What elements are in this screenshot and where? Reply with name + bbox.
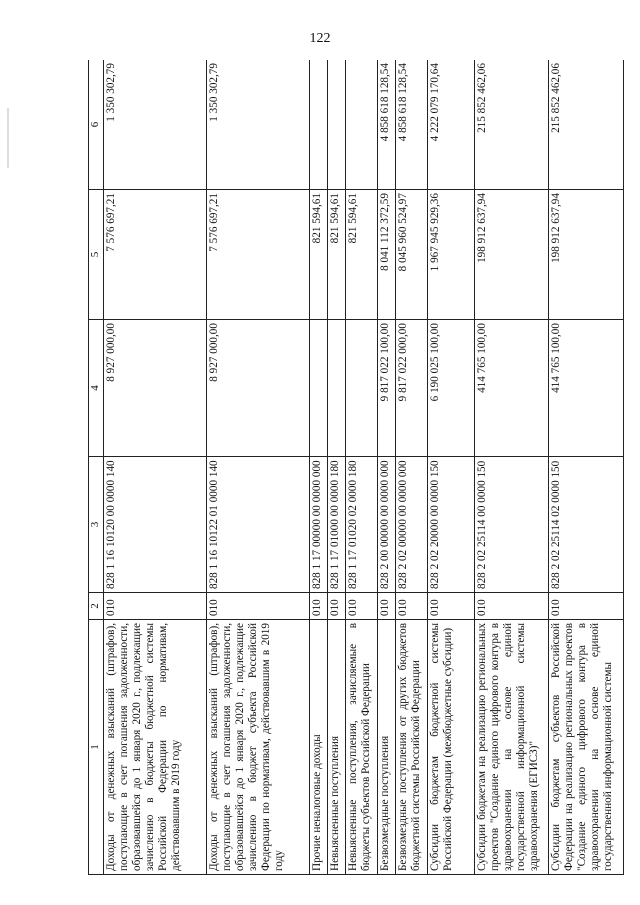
row-executed-cell: 821 594,61 [327,190,345,320]
row-unexecuted-cell: 1 350 302,79 [104,60,207,190]
row-executed-cell: 8 041 112 372,59 [378,190,396,320]
header-col-3: 3 [89,457,104,593]
row-budget-code-cell: 828 2 02 20000 00 0000 150 [427,457,474,593]
row-line-code-cell: 010 [345,593,378,620]
row-line-code-cell: 010 [474,593,549,620]
row-unexecuted-cell: 4 858 618 128,54 [395,60,427,190]
table-row [549,60,624,875]
row-name-cell: Субсидии бюджетам на реализацию региональных проектов "Создание единого цифрового контура в здравоохранении на основе единой государственной информационной системы здравоохранения (ЕГИСЗ)" [474,620,549,875]
row-executed-cell: 8 045 960 524,97 [395,190,427,320]
table-row [104,60,207,875]
row-executed-cell: 7 576 697,21 [207,190,310,320]
row-name-cell: Прочие неналоговые доходы [310,620,328,875]
row-budget-code-cell: 828 2 00 00000 00 0000 000 [378,457,396,593]
header-col-6: 6 [89,60,104,190]
row-line-code-cell: 010 [549,593,624,620]
row-approved-cell [310,320,328,457]
row-executed-cell: 7 576 697,21 [104,190,207,320]
row-unexecuted-cell: 215 852 462,06 [474,60,549,190]
row-budget-code-cell: 828 1 16 10122 01 0000 140 [207,457,310,593]
header-col-4: 4 [89,320,104,457]
row-budget-code-cell: 828 1 17 01020 02 0000 180 [345,457,378,593]
row-approved-cell [327,320,345,457]
row-line-code-cell: 010 [310,593,328,620]
row-unexecuted-cell [327,60,345,190]
row-unexecuted-cell: 215 852 462,06 [549,60,624,190]
row-unexecuted-cell [310,60,328,190]
row-approved-cell: 8 927 000,00 [104,320,207,457]
table-row [427,60,474,875]
row-name-cell: Невыясненные поступления, зачисляемые в бюджеты субъектов Российской Федерации [345,620,378,875]
row-budget-code-cell: 828 1 17 00000 00 0000 000 [310,457,328,593]
table-row [345,60,378,875]
row-approved-cell: 9 817 022 100,00 [378,320,396,457]
margin-mark [6,108,10,168]
table-row [378,60,396,875]
row-name-cell: Субсидии бюджетам субъектов Российской Федерации на реализацию региональных проектов "Создание единого цифрового контура в здравоохранении на основе единой государственной информационной системы [549,620,624,875]
rotated-table-wrapper [88,60,624,875]
row-line-code-cell: 010 [427,593,474,620]
row-name-cell: Доходы от денежных взысканий (штрафов), поступающие в счет погашения задолженности, образовавшейся до 1 января 2020 г., подлежащие зачислению в бюджет субъекта Российской Федерации по нормативам, действовавшим в 2019 году [207,620,310,875]
row-approved-cell: 9 817 022 000,00 [395,320,427,457]
row-name-cell: Субсидии бюджетам бюджетной системы Российской Федерации (межбюджетные субсидии) [427,620,474,875]
row-line-code-cell: 010 [327,593,345,620]
table-row [395,60,427,875]
page-number: 122 [309,31,331,46]
row-approved-cell [345,320,378,457]
header-col-5: 5 [89,190,104,320]
row-budget-code-cell: 828 2 02 25114 02 0000 150 [549,457,624,593]
row-line-code-cell: 010 [104,593,207,620]
table-row [474,60,549,875]
row-approved-cell: 6 190 025 100,00 [427,320,474,457]
row-unexecuted-cell: 4 858 618 128,54 [378,60,396,190]
row-name-cell: Невыясненные поступления [327,620,345,875]
row-executed-cell: 1 967 945 929,36 [427,190,474,320]
row-executed-cell: 821 594,61 [310,190,328,320]
row-budget-code-cell: 828 1 16 10120 00 0000 140 [104,457,207,593]
header-col-1: 1 [89,620,104,875]
row-approved-cell: 8 927 000,00 [207,320,310,457]
row-unexecuted-cell: 1 350 302,79 [207,60,310,190]
row-executed-cell: 198 912 637,94 [474,190,549,320]
row-budget-code-cell: 828 2 02 00000 00 0000 000 [395,457,427,593]
header-col-2: 2 [89,593,104,620]
row-name-cell: Безвозмездные поступления от других бюджетов бюджетной системы Российской Федерации [395,620,427,875]
row-name-cell: Доходы от денежных взысканий (штрафов), поступающие в счет погашения задолженности, образовавшейся до 1 января 2020 г., подлежащие зачислению в бюджеты бюджетной системы Российской Федерации по нормативам, действовавшим в 2019 году [104,620,207,875]
row-line-code-cell: 010 [378,593,396,620]
table-row [327,60,345,875]
row-line-code-cell: 010 [395,593,427,620]
row-unexecuted-cell: 4 222 079 170,64 [427,60,474,190]
row-name-cell: Безвозмездные поступления [378,620,396,875]
revenue-table [88,60,624,875]
row-budget-code-cell: 828 1 17 01000 00 0000 180 [327,457,345,593]
row-executed-cell: 821 594,61 [345,190,378,320]
row-executed-cell: 198 912 637,94 [549,190,624,320]
table-row [310,60,328,875]
row-unexecuted-cell [345,60,378,190]
row-approved-cell: 414 765 100,00 [549,320,624,457]
header-row [89,60,104,875]
table-row [207,60,310,875]
row-approved-cell: 414 765 100,00 [474,320,549,457]
row-budget-code-cell: 828 2 02 25114 00 0000 150 [474,457,549,593]
row-line-code-cell: 010 [207,593,310,620]
